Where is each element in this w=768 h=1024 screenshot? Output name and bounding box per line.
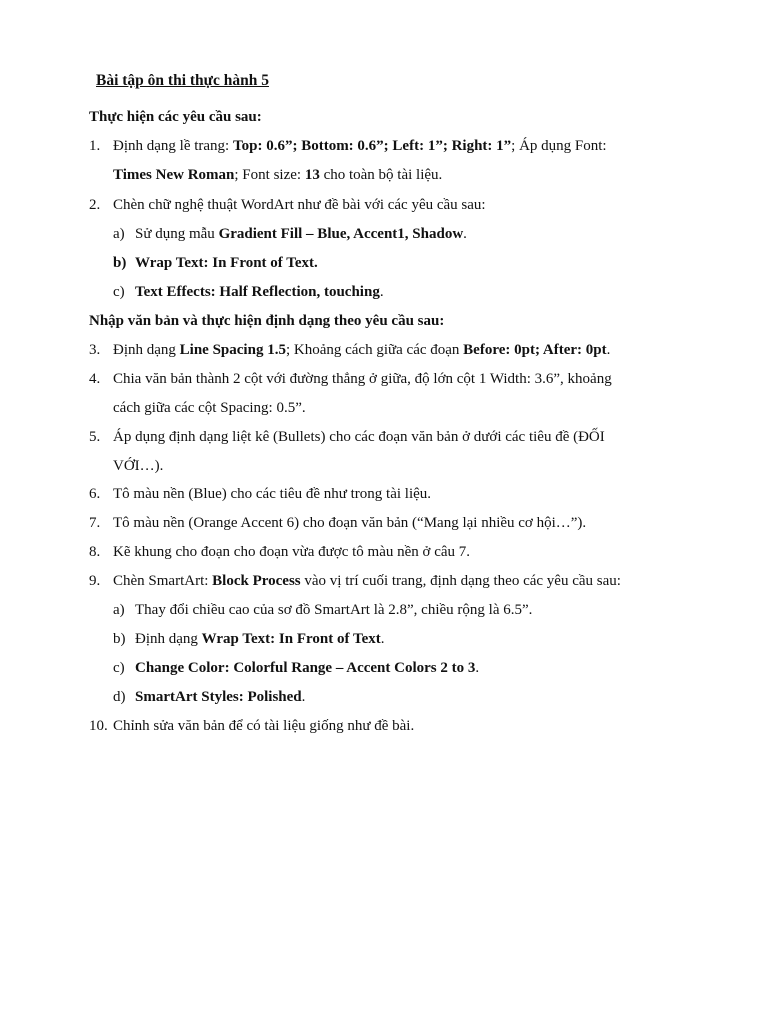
- item-text: Tô màu nền (Blue) cho các tiêu đề như trong tài liệu.: [113, 486, 432, 502]
- sub-text: [135, 660, 479, 677]
- item-number: 4.: [89, 371, 101, 387]
- sub-text: [135, 689, 305, 706]
- text-run: ; Font size:: [234, 167, 305, 183]
- section-heading-1: Thực hiện các yêu cầu sau:: [89, 109, 262, 125]
- text-run: .: [463, 226, 467, 242]
- item-number: 1.: [89, 138, 101, 154]
- text-run: Định dạng lề trang:: [113, 138, 233, 154]
- bold-run: 13: [304, 167, 320, 183]
- item-number: 7.: [89, 515, 101, 531]
- item-text: Kẽ khung cho đoạn cho đoạn vừa được tô màu nền ở câu 7.: [113, 544, 471, 560]
- item-text: Chia văn bản thành 2 cột với đường thẳng ở giữa, độ lớn cột 1 Width: 3.6”, khoảng: [113, 371, 612, 387]
- bold-run: Text Effects: Half Reflection, touching: [135, 284, 380, 300]
- text-run: vào vị trí cuối trang, định dạng theo các yêu cầu sau:: [300, 573, 621, 589]
- item-text: Chỉnh sửa văn bản để có tài liệu giống như đề bài.: [113, 718, 415, 734]
- sub-text: [135, 226, 467, 243]
- sub-label: a): [113, 226, 125, 242]
- bold-run: Wrap Text: In Front of Text: [201, 631, 381, 647]
- text-run: Định dạng: [135, 631, 202, 647]
- item-text: [113, 138, 607, 155]
- item-number: 9.: [89, 573, 101, 589]
- bold-run: Line Spacing 1.5: [179, 342, 286, 358]
- item-number: 3.: [89, 342, 101, 358]
- section-heading-2: Nhập văn bản và thực hiện định dạng theo yêu cầu sau:: [89, 313, 445, 329]
- item-number: 10.: [89, 718, 108, 734]
- item-number: 8.: [89, 544, 101, 560]
- item-text: Áp dụng định dạng liệt kê (Bullets) cho các đoạn văn bản ở dưới các tiêu đề (ĐỐI: [113, 429, 605, 445]
- text-run: .: [301, 689, 306, 705]
- item-number: 5.: [89, 429, 101, 445]
- sub-text: Wrap Text: In Front of Text.: [135, 255, 318, 271]
- item-text: Tô màu nền (Orange Accent 6) cho đoạn văn bản (“Mang lại nhiều cơ hội…”).: [113, 515, 587, 531]
- item-number: 2.: [89, 197, 101, 213]
- sub-label: b): [113, 631, 126, 647]
- text-run: Sử dụng mẫu: [135, 226, 219, 242]
- bold-run: Change Color: Colorful Range – Accent Colors 2 to 3: [135, 660, 476, 676]
- text-run: Định dạng: [113, 342, 180, 358]
- document-title: Bài tập ôn thi thực hành 5: [96, 72, 269, 89]
- list-item-1-continuation: [113, 167, 442, 184]
- sub-text: [135, 284, 384, 301]
- bold-run: Times New Roman: [113, 167, 235, 183]
- bold-run: Top: 0.6”; Bottom: 0.6”; Left: 1”; Right: 1”: [232, 138, 512, 154]
- bold-run: Before: 0pt; After: 0pt: [463, 342, 607, 358]
- sub-label: b): [113, 255, 127, 271]
- text-run: .: [606, 342, 611, 358]
- item-text: [113, 342, 610, 359]
- bold-run: SmartArt Styles: Polished: [135, 689, 302, 705]
- sub-label: d): [113, 689, 126, 705]
- list-item-4-continuation: cách giữa các cột Spacing: 0.5”.: [113, 400, 306, 416]
- sub-label: c): [113, 284, 125, 300]
- text-run: cho toàn bộ tài liệu.: [319, 167, 443, 183]
- sub-label: a): [113, 602, 125, 618]
- sub-text: Thay đổi chiều cao của sơ đồ SmartArt là 2.8”, chiều rộng là 6.5”.: [135, 602, 533, 618]
- text-run: .: [475, 660, 480, 676]
- item-text: [113, 573, 621, 590]
- text-run: .: [379, 284, 384, 300]
- list-item-5-continuation: VỚI…).: [113, 458, 164, 474]
- text-run: ; Áp dụng Font:: [511, 138, 607, 154]
- sub-text: [135, 631, 384, 648]
- item-number: 6.: [89, 486, 101, 502]
- bold-run: Block Process: [212, 573, 301, 589]
- sub-label: c): [113, 660, 125, 676]
- text-run: ; Khoảng cách giữa các đoạn: [285, 342, 464, 358]
- text-run: .: [380, 631, 385, 647]
- bold-run: Gradient Fill – Blue, Accent1, Shadow: [218, 226, 464, 242]
- item-text: Chèn chữ nghệ thuật WordArt như đề bài với các yêu cầu sau:: [113, 197, 486, 213]
- text-run: Chèn SmartArt:: [113, 573, 213, 589]
